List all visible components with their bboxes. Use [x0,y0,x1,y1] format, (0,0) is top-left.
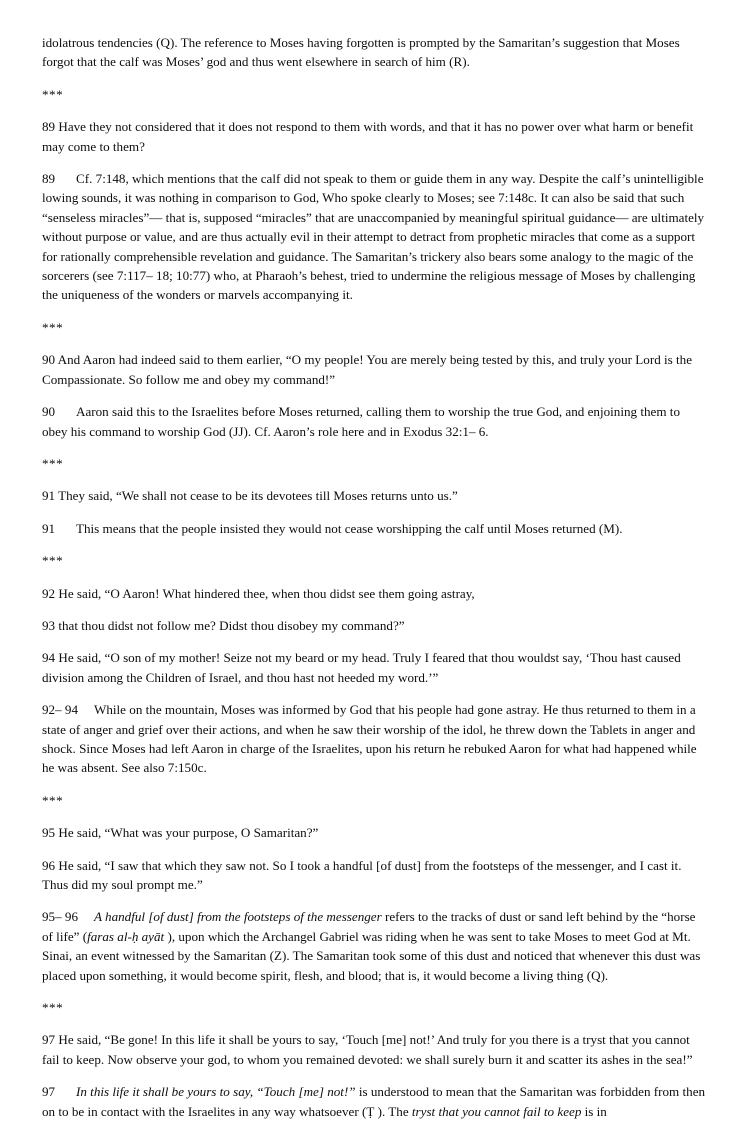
verse-89: 89 Have they not considered that it does not respond to them with words, and that it has no power over what harm or benefit may come to them? [42,119,694,154]
commentary-97 [42,1082,707,1121]
commentary-text: is in [581,1103,607,1119]
quoted-phrase: tryst that you cannot fail to keep [411,1103,582,1119]
commentary-text: ), upon which the Archangel Gabriel was riding when he was sent to take Moses to meet God at Mt. Sinai, an event witnessed by the Samaritan (Z). The Samaritan took some of this dust and noticed that whenever this dust was placed upon something, it would become spirit, flesh, and blood; that is, it would become a living thing (Q). [42,928,701,983]
commentary-95-96 [42,907,707,985]
commentary-verse-number: 89 [42,171,56,187]
verse-92: 92 He said, “O Aaron! What hindered thee, when thou didst see them going astray, [42,585,475,601]
section-separator: *** [42,86,64,102]
commentary-text: Cf. 7:148, which mentions that the calf did not speak to them or guide them in any way. Despite the calf’s unintelligible lowing sounds, it was nothing in comparison to God, Who spoke clearly to Moses; see 7:148c. It can also be said that such “senseless miracles”— that is, supposed “miracles” that are unaccompanied by meaningful spiritual guidance— are ultimately without purpose or value, and are thus actually evil in their attempt to detract from prophetic miracles that come as a support for rationally comprehensible revelation and guidance. The Samaritan’s trickery also bears some analogy to the magic of the sorcerers (see 7:117– 18; 10:77) who, at Pharaoh’s behest, tried to undermine the religious message of Moses by challenging the uniqueness of the wonders or marvels accompanying it. [42,171,705,303]
commentary-89 [42,169,707,305]
verse-90: 90 And Aaron had indeed said to them earlier, “O my people! You are merely being tested by this, and truly your Lord is the Compassionate. So follow me and obey my command!” [42,352,693,387]
page-content [42,33,707,1121]
commentary-verse-number: 95– 96 [42,909,79,925]
section-separator: *** [42,319,64,335]
section-separator: *** [42,553,64,569]
commentary-91 [42,519,707,538]
section-separator: *** [42,792,64,808]
verse-94: 94 He said, “O son of my mother! Seize not my beard or my head. Truly I feared that thou wouldst say, ‘Thou hast caused division among the Children of Israel, and thou hast not heeded my word.’” [42,650,681,685]
commentary-text: Aaron said this to the Israelites before Moses returned, calling them to worship the true God, and enjoining them to obey his command to worship God (JJ). Cf. Aaron’s role here and in Exodus 32:1– 6. [42,404,680,439]
commentary-verse-number: 97 [42,1084,56,1100]
commentary-text: refers to the tracks of dust or sand left behind by the “horse of life” ( [42,909,696,944]
commentary-text: This means that the people insisted they would not cease worshipping the calf until Moses returned (M). [76,520,623,536]
section-separator: *** [42,1000,64,1016]
verse-97: 97 He said, “Be gone! In this life it shall be yours to say, ‘Touch [me] not!’ And truly for you there is a tryst that you cannot fail to keep. Now observe your god, to whom you remained devoted: we shall surely burn it and scatter its ashes in the sea!” [42,1032,693,1067]
commentary-text: While on the mountain, Moses was informed by God that his people had gone astray. He thus returned to them in a state of anger and grief over their actions, and when he saw their worship of the idol, he threw down the Tablets in anger and shock. Since Moses had left Aaron in charge of the Israelites, upon his return he rebuked Aaron for what had happened while he was absent. See also 7:150c. [42,702,697,776]
commentary-text: is understood to mean that the Samaritan was forbidden from then on to be in contact with the Israelites in any way whatsoever (Ṭ ). The [42,1084,706,1119]
quoted-phrase: In this life it shall be yours to say, “Touch [me] not!” [76,1084,359,1100]
quoted-phrase: A handful [of dust] from the footsteps of the messenger [94,909,385,925]
commentary-92-94 [42,700,707,778]
verse-96: 96 He said, “I saw that which they saw not. So I took a handful [of dust] from the footsteps of the messenger, and I cast it. Thus did my soul prompt me.” [42,857,682,892]
commentary-verse-number: 91 [42,520,56,536]
commentary-verse-number: 90 [42,404,56,420]
commentary-verse-number: 92– 94 [42,702,79,718]
section-separator: *** [42,455,64,471]
quoted-phrase: faras al-ḥ ayāt [87,928,165,944]
paragraph-continuation-88: idolatrous tendencies (Q). The reference to Moses having forgotten is prompted by the Samaritan’s suggestion that Moses forgot that the calf was Moses’ god and thus went elsewhere in search of him (R). [42,35,680,70]
commentary-90 [42,402,707,441]
verse-91: 91 They said, “We shall not cease to be its devotees till Moses returns unto us.” [42,488,458,504]
verse-93: 93 that thou didst not follow me? Didst thou disobey my command?” [42,617,405,633]
verse-95: 95 He said, “What was your purpose, O Samaritan?” [42,825,319,841]
